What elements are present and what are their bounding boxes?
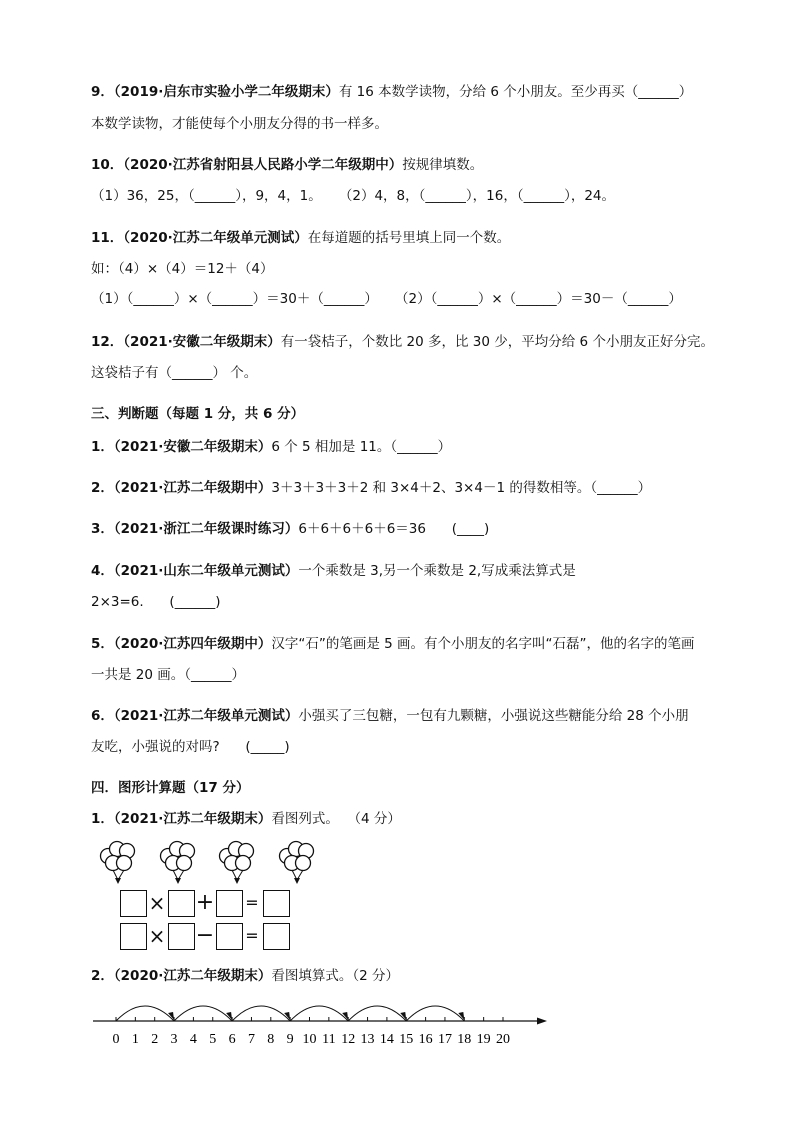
q9-text: 有 16 本数学读物，分给 6 个小朋友。至少再买（______） [338,84,693,100]
judge-q6-number: 6． [91,708,114,724]
q9-line2: 本数学读物，才能使每个小朋友分得的书一样多。 [91,116,388,132]
figure-q2-text: 看图填算式。（2 分） [271,968,399,984]
answer-box[interactable] [216,890,243,917]
tick-label: 5 [209,1032,217,1047]
judge-q1-number: 1． [91,439,114,455]
equals-sign: = [245,893,259,912]
balloon-bunch-4 [280,842,314,885]
balloon-bunch-3 [220,842,254,885]
tick-label: 14 [379,1032,394,1047]
q12-number: 12． [91,334,124,350]
figure-q1-number: 1． [91,811,114,827]
tick-label: 1 [131,1032,139,1047]
judge-q1-source: （2021·安徽二年级期末） [113,439,272,455]
q10-text: 按规律填数。 [402,157,484,173]
tick-label: 0 [112,1032,120,1047]
jump-arc [174,1006,232,1021]
figure-q1-text: 看图列式。 （4 分） [271,811,401,827]
judge-q4-number: 4． [91,563,114,579]
tick-label: 4 [189,1032,197,1047]
judge-q2-source: （2021·江苏二年级期中） [113,480,272,496]
judge-q5-text: 汉字“石”的笔画是 5 画。有个小朋友的名字叫“石磊”，他的名字的笔画 [271,636,695,652]
equation-row-1 [120,890,290,918]
tick-label: 9 [286,1032,294,1047]
judge-q2-number: 2． [91,480,114,496]
jump-arc [348,1006,406,1021]
plus-sign: + [195,890,215,915]
answer-box[interactable] [120,923,147,950]
tick-label: 11 [322,1032,336,1047]
q10-number: 10． [91,157,124,173]
judge-q4-line2: 2×3=6. (______) [91,594,221,610]
judge-q3-text: 6＋6＋6＋6＋6＝36 (____) [298,521,490,537]
judge-q3 [91,519,489,539]
q11-example: 如：（4）×（4）＝12＋（4） [91,261,274,277]
judge-q5-source: （2020·江苏四年级期中） [113,636,272,652]
q12-line1 [91,332,714,352]
times-sign: × [148,924,166,948]
jump-arc [116,1006,174,1021]
tick-label: 10 [302,1032,317,1047]
q12-text: 有一袋桔子，个数比 20 多，比 30 少，平均分给 6 个小朋友正好分完。 [280,334,714,350]
judge-heading: 三、判断题（每题 1 分，共 6 分） [91,406,305,422]
minus-sign: − [195,923,215,948]
jump-arc [290,1006,348,1021]
balloon-bunch-1 [101,842,135,885]
figure-q2-source: （2020·江苏二年级期末） [113,968,272,984]
tick-label: 13 [360,1032,375,1047]
equals-sign: = [245,926,259,945]
tick-label: 3 [170,1032,178,1047]
judge-q6-line1 [91,706,689,726]
figure-q2-number: 2． [91,968,114,984]
jump-arc [232,1006,290,1021]
figure-q1 [91,809,401,829]
judge-q4-text: 一个乘数是 3,另一个乘数是 2,写成乘法算式是 [298,563,576,579]
judge-q5-line1 [91,634,695,654]
figure-q2 [91,966,399,986]
tick-label: 8 [267,1032,275,1047]
judge-q2 [91,478,651,498]
figure-heading: 四．图形计算题（17 分） [91,780,250,796]
q12-line2: 这袋桔子有（______） 个。 [91,365,258,381]
judge-q1 [91,437,451,457]
judge-q1-text: 6 个 5 相加是 11。（______） [271,439,452,455]
equation-row-2 [120,923,290,951]
q10-line2: （1）36，25，（______），9，4，1。 （2）4，8，（______），16，（______），24。 [91,188,616,204]
q11-number: 11． [91,230,124,246]
judge-q3-number: 3． [91,521,114,537]
q11-text: 在每道题的括号里填上同一个数。 [307,230,511,246]
times-sign: × [148,891,166,915]
q11-line3: （1）（______）×（______）＝30＋（______） （2）（______）×（______）＝30－（______） [91,291,682,307]
judge-q3-source: （2021·浙江二年级课时练习） [113,521,299,537]
tick-label: 15 [399,1032,414,1047]
judge-q4-source: （2021·山东二年级单元测试） [113,563,299,579]
q12-source: （2021·安徽二年级期末） [123,334,281,350]
tick-label: 16 [418,1032,433,1047]
tick-label: 18 [457,1032,472,1047]
tick-label: 7 [247,1032,255,1047]
balloon-bunch-2 [161,842,195,885]
tick-label: 2 [151,1032,159,1047]
number-line [85,995,555,1055]
answer-box[interactable] [263,890,290,917]
q9-number: 9． [91,84,114,100]
judge-q6-text: 小强买了三包糖，一包有九颗糖，小强说这些糖能分给 28 个小朋 [298,708,689,724]
q11-line1 [91,228,510,248]
answer-box[interactable] [168,923,195,950]
jump-arc [406,1006,464,1021]
q10-line1 [91,155,483,175]
tick-label: 6 [228,1032,236,1047]
judge-q5-number: 5． [91,636,114,652]
q9-line1 [91,82,692,102]
answer-box[interactable] [168,890,195,917]
judge-q6-source: （2021·江苏二年级单元测试） [113,708,299,724]
figure-q1-source: （2021·江苏二年级期末） [113,811,272,827]
judge-q2-text: 3＋3＋3＋3＋2 和 3×4＋2、3×4－1 的得数相等。（______） [271,480,652,496]
tick-label: 17 [437,1032,452,1047]
q11-source: （2020·江苏二年级单元测试） [123,230,308,246]
answer-box[interactable] [216,923,243,950]
judge-q4-line1 [91,561,576,581]
tick-label: 20 [496,1032,510,1047]
q10-source: （2020·江苏省射阳县人民路小学二年级期中） [123,157,403,173]
judge-q6-line2: 友吃，小强说的对吗? (_____) [91,739,290,755]
answer-box[interactable] [120,890,147,917]
tick-label: 19 [476,1032,491,1047]
number-line-arrow [537,1018,547,1025]
q9-source: （2019·启东市实验小学二年级期末） [113,84,339,100]
judge-q5-line2: 一共是 20 画。（______） [91,667,246,683]
answer-box[interactable] [263,923,290,950]
tick-label: 12 [341,1032,356,1047]
